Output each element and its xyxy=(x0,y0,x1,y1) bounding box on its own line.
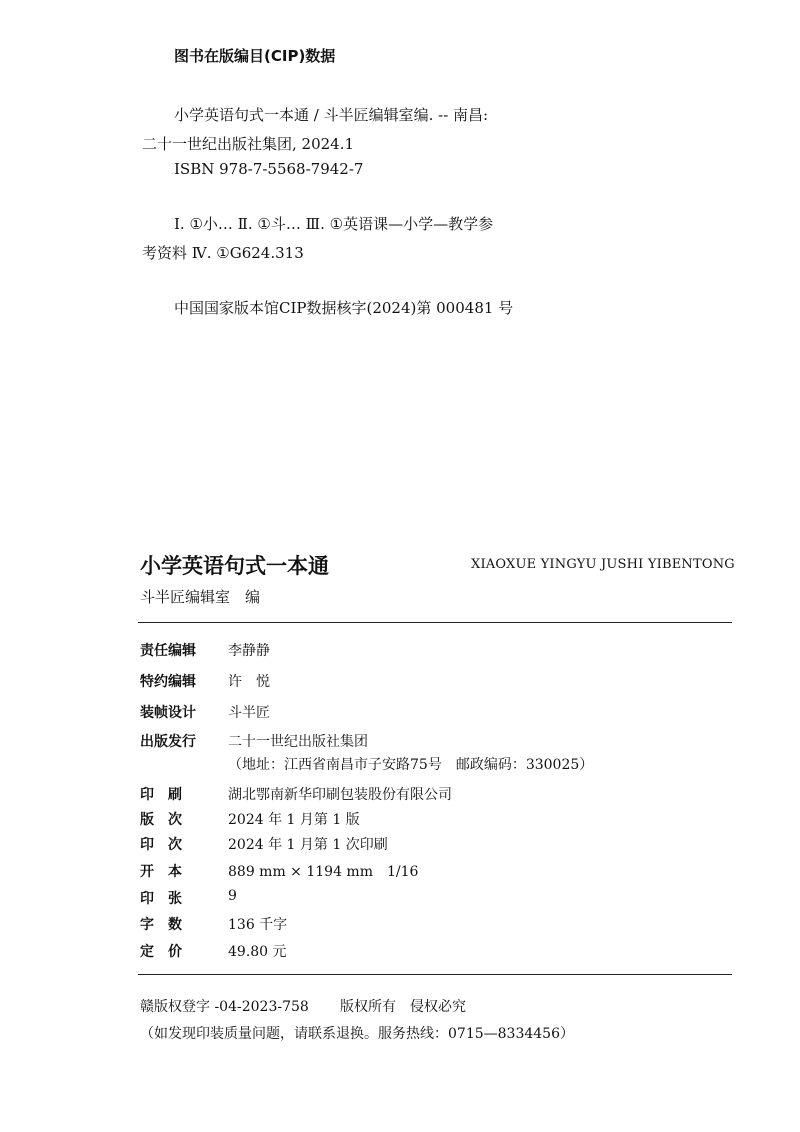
info-label: 开本 xyxy=(140,864,196,880)
info-label: 装帧设计 xyxy=(140,705,196,721)
copyright-rights: 版权所有 侵权必究 xyxy=(340,999,466,1015)
info-label: 印刷 xyxy=(140,787,196,803)
cip-line-classification-cont: 考资料 Ⅳ. ①G624.313 xyxy=(142,244,304,262)
info-label: 印张 xyxy=(140,891,196,907)
cip-line-record-number: 中国国家版本馆CIP数据核字(2024)第 000481 号 xyxy=(174,299,514,317)
info-value: 49.80 元 xyxy=(228,944,287,960)
cip-line-isbn: ISBN 978-7-5568-7942-7 xyxy=(174,160,364,178)
publisher-address: （地址：江西省南昌市子安路75号 邮政编码：330025） xyxy=(228,757,594,773)
info-label: 字数 xyxy=(140,917,196,933)
divider-top xyxy=(138,622,732,623)
service-note: （如发现印装质量问题，请联系退换。服务热线：0715—8334456） xyxy=(140,1026,574,1042)
cip-line-classification: Ⅰ. ①小… Ⅱ. ①斗… Ⅲ. ①英语课—小学—教学参 xyxy=(174,215,494,233)
copyright-registration: 赣版权登字 -04-2023-758 xyxy=(140,999,309,1015)
book-title: 小学英语句式一本通 xyxy=(140,554,329,578)
info-label: 印次 xyxy=(140,837,196,853)
info-label: 出版发行 xyxy=(140,734,196,750)
info-value: 湖北鄂南新华印刷包装股份有限公司 xyxy=(228,787,452,803)
info-value: 2024 年 1 月第 1 次印刷 xyxy=(228,837,388,853)
info-label: 责任编辑 xyxy=(140,643,196,659)
info-value: 斗半匠 xyxy=(228,705,270,721)
info-value: 2024 年 1 月第 1 版 xyxy=(228,812,360,828)
info-value: 9 xyxy=(228,888,237,904)
divider-bottom xyxy=(138,974,732,975)
info-value: 136 千字 xyxy=(228,917,288,933)
book-title-pinyin: XIAOXUE YINGYU JUSHI YIBENTONG xyxy=(471,557,735,572)
info-value: 许 悦 xyxy=(228,674,270,690)
cip-heading: 图书在版编目(CIP)数据 xyxy=(174,47,336,65)
info-value: 889 mm × 1194 mm 1/16 xyxy=(228,864,419,880)
info-label: 定价 xyxy=(140,944,196,960)
info-value: 二十一世纪出版社集团 xyxy=(228,734,368,750)
cip-line-title: 小学英语句式一本通 / 斗半匠编辑室编. -- 南昌: xyxy=(174,106,489,124)
info-value: 李静静 xyxy=(228,643,270,659)
book-author: 斗半匠编辑室 编 xyxy=(140,588,261,606)
info-label: 特约编辑 xyxy=(140,674,196,690)
cip-line-publisher: 二十一世纪出版社集团, 2024.1 xyxy=(142,135,355,153)
info-label: 版次 xyxy=(140,812,196,828)
